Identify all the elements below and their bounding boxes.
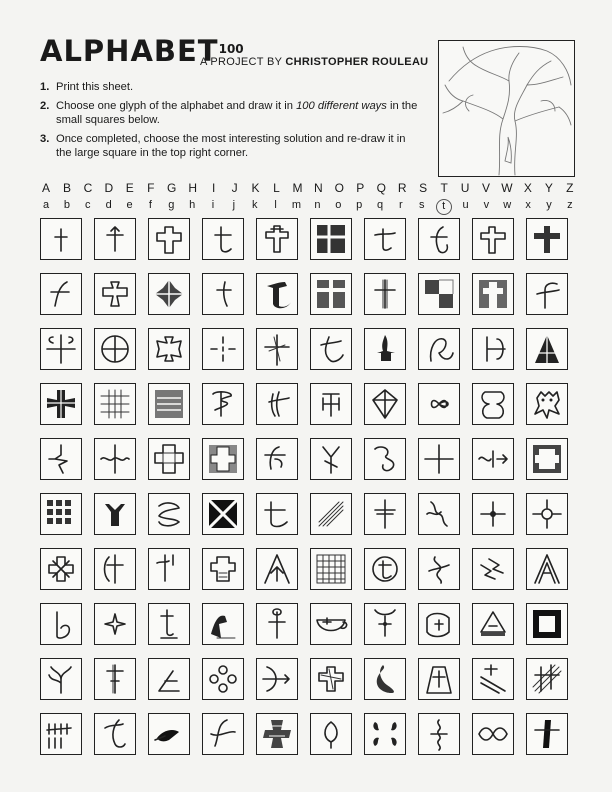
letter-upper: P (356, 181, 365, 195)
letter-t-sketch-icon (529, 386, 565, 422)
letter-t-sketch-icon (367, 496, 403, 532)
drawing-cell[interactable] (364, 383, 406, 425)
letter-t-sketch-icon (529, 606, 565, 642)
drawing-cell[interactable] (202, 713, 244, 755)
drawing-cell[interactable] (256, 438, 298, 480)
letter-t-sketch-icon (151, 551, 187, 587)
letter-t-sketch-icon (151, 496, 187, 532)
drawing-cell[interactable] (40, 438, 82, 480)
letter-t-sketch-icon (205, 606, 241, 642)
letter-t-sketch-icon (97, 496, 133, 532)
letter-t-sketch-icon (313, 441, 349, 477)
letter-upper: A (41, 181, 50, 195)
drawing-cell[interactable] (472, 218, 514, 260)
alphabet-uppercase-row (36, 181, 580, 195)
letter-t-sketch-icon (205, 661, 241, 697)
drawing-cell[interactable] (148, 548, 190, 590)
letter-t-sketch-icon (313, 551, 349, 587)
letter-lower: q (376, 199, 384, 211)
letter-upper: F (147, 181, 155, 195)
alphabet-lowercase-row (36, 199, 580, 215)
drawing-cell[interactable] (418, 218, 460, 260)
step-3 (40, 132, 420, 161)
letter-t-sketch-icon (367, 221, 403, 257)
letter-t-sketch-icon (367, 606, 403, 642)
letter-t-sketch-icon (529, 441, 565, 477)
drawing-cell[interactable] (94, 383, 136, 425)
drawing-cell[interactable] (310, 438, 352, 480)
letter-lower: h (189, 199, 196, 211)
drawing-cell[interactable] (418, 603, 460, 645)
drawing-cell[interactable] (310, 713, 352, 755)
letter-t-sketch-icon (97, 551, 133, 587)
letter-t-sketch-icon (151, 661, 187, 697)
letter-t-sketch-icon (529, 661, 565, 697)
letter-t-sketch-icon (259, 661, 295, 697)
final-drawing-square[interactable] (438, 40, 575, 177)
drawing-cell[interactable] (40, 548, 82, 590)
letter-t-sketch-icon (205, 221, 241, 257)
letter-t-sketch-icon (475, 661, 511, 697)
letter-t-sketch-icon (43, 716, 79, 752)
drawing-cell[interactable] (310, 493, 352, 535)
letter-t-sketch-icon (97, 276, 133, 312)
letter-lower: v (483, 199, 490, 211)
letter-lower: u (462, 199, 469, 211)
subtitle (200, 56, 428, 68)
letter-upper: N (314, 181, 323, 195)
letter-t-sketch-icon (529, 496, 565, 532)
letter-lower: o (335, 199, 342, 211)
drawing-cell[interactable] (472, 273, 514, 315)
drawing-cell[interactable] (40, 713, 82, 755)
letter-upper: C (83, 181, 93, 195)
letter-lower: l (274, 199, 277, 211)
drawing-cell[interactable] (40, 603, 82, 645)
drawing-cell[interactable] (364, 328, 406, 370)
drawing-cell[interactable] (256, 658, 298, 700)
letter-t-sketch-icon (259, 551, 295, 587)
drawing-cell[interactable] (94, 328, 136, 370)
drawing-cell[interactable] (364, 713, 406, 755)
drawing-cell[interactable] (94, 603, 136, 645)
letter-t-sketch-icon (313, 496, 349, 532)
letter-t-sketch-icon (97, 606, 133, 642)
drawing-cell[interactable] (526, 658, 568, 700)
letter-t-sketch-icon (421, 606, 457, 642)
drawing-cell[interactable] (40, 218, 82, 260)
letter-t-sketch-icon (367, 551, 403, 587)
drawing-cell[interactable] (256, 328, 298, 370)
letter-t-sketch-icon (151, 221, 187, 257)
step-1 (40, 80, 420, 95)
letter-t-sketch-icon (97, 716, 133, 752)
letter-upper: L (273, 181, 280, 195)
drawing-cell[interactable] (256, 218, 298, 260)
letter-upper: O (334, 181, 345, 195)
letter-t-sketch-icon (151, 276, 187, 312)
letter-upper: K (251, 181, 260, 195)
letter-t-sketch-icon (151, 716, 187, 752)
drawing-cell[interactable] (202, 218, 244, 260)
letter-t-sketch-icon (205, 716, 241, 752)
drawing-cell[interactable] (202, 603, 244, 645)
drawing-cell[interactable] (418, 493, 460, 535)
letter-upper: E (125, 181, 134, 195)
drawing-cell[interactable] (526, 603, 568, 645)
letter-t-sketch-icon (421, 221, 457, 257)
letter-upper: J (231, 181, 238, 195)
letter-t-sketch-icon (313, 276, 349, 312)
letter-t-sketch-icon (259, 221, 295, 257)
drawing-cell[interactable] (364, 548, 406, 590)
drawing-cell[interactable] (310, 218, 352, 260)
letter-t-sketch-icon (97, 221, 133, 257)
letter-t-sketch-icon (421, 386, 457, 422)
letter-t-sketch-icon (43, 331, 79, 367)
drawing-cell[interactable] (526, 383, 568, 425)
drawing-cell[interactable] (526, 328, 568, 370)
step-text-part: in the small squares below. (56, 99, 418, 126)
step-text (56, 132, 420, 161)
drawing-cell[interactable] (472, 713, 514, 755)
letter-lower: c (85, 199, 91, 211)
letter-upper: Y (544, 181, 553, 195)
drawing-cell[interactable] (364, 438, 406, 480)
letter-t-sketch-icon (367, 276, 403, 312)
drawing-cell[interactable] (418, 658, 460, 700)
step-number: 2. (40, 99, 50, 112)
letter-t-sketch-icon (475, 441, 511, 477)
letter-lower: s (419, 199, 425, 211)
drawing-cell[interactable] (202, 383, 244, 425)
letter-t-sketch-icon (313, 716, 349, 752)
letter-lower: j (232, 199, 236, 211)
letter-t-sketch-icon (475, 606, 511, 642)
step-text (56, 80, 133, 95)
drawing-cell[interactable] (364, 603, 406, 645)
drawing-cell[interactable] (418, 273, 460, 315)
drawing-cell[interactable] (256, 273, 298, 315)
letter-upper: S (419, 181, 428, 195)
drawing-cell[interactable] (94, 438, 136, 480)
letter-lower: t (436, 199, 452, 215)
letter-t-sketch-icon (43, 441, 79, 477)
letter-t-sketch-icon (475, 276, 511, 312)
step-text-part: Print this sheet. (56, 81, 134, 93)
drawing-cell[interactable] (310, 548, 352, 590)
letter-t-sketch-icon (529, 331, 565, 367)
drawing-cell[interactable] (310, 328, 352, 370)
drawing-cell[interactable] (202, 438, 244, 480)
drawing-cell[interactable] (472, 658, 514, 700)
drawing-cell[interactable] (418, 328, 460, 370)
letter-lower: d (105, 199, 112, 211)
drawing-cell[interactable] (94, 493, 136, 535)
tree-sketch-drawing (439, 41, 574, 176)
letter-t-sketch-icon (151, 386, 187, 422)
drawing-cell[interactable] (148, 328, 190, 370)
drawing-cell[interactable] (418, 438, 460, 480)
drawing-cell[interactable] (202, 273, 244, 315)
letter-t-sketch-icon (259, 331, 295, 367)
subtitle-author: CHRISTOPHER ROULEAU (285, 56, 429, 68)
letter-t-sketch-icon (97, 386, 133, 422)
drawing-cell[interactable] (526, 218, 568, 260)
letter-lower: f (148, 199, 152, 211)
letter-lower: m (291, 199, 302, 211)
letter-t-sketch-icon (313, 661, 349, 697)
drawing-cell[interactable] (148, 218, 190, 260)
letter-t-sketch-icon (421, 716, 457, 752)
drawing-cell[interactable] (202, 493, 244, 535)
letter-upper: Q (376, 181, 386, 195)
drawing-cell[interactable] (472, 383, 514, 425)
drawing-cell[interactable] (256, 383, 298, 425)
letter-t-sketch-icon (367, 661, 403, 697)
step-text-part: Once completed, choose the most interesting solution and re-draw it in the large square in the top right corner. (56, 132, 406, 159)
letter-t-sketch-icon (205, 386, 241, 422)
drawing-cell[interactable] (526, 713, 568, 755)
drawing-cell[interactable] (40, 493, 82, 535)
letter-lower: y (546, 199, 552, 211)
drawing-cell[interactable] (40, 658, 82, 700)
drawing-cell[interactable] (148, 493, 190, 535)
letter-t-sketch-icon (475, 551, 511, 587)
drawing-cell[interactable] (256, 603, 298, 645)
letter-lower: b (63, 199, 70, 211)
letter-t-sketch-icon (421, 661, 457, 697)
letter-t-sketch-icon (313, 331, 349, 367)
letter-t-sketch-icon (205, 551, 241, 587)
drawing-cell[interactable] (364, 273, 406, 315)
drawing-cell[interactable] (40, 383, 82, 425)
letter-t-sketch-icon (475, 386, 511, 422)
drawing-cell[interactable] (418, 548, 460, 590)
title-superscript: 100 (218, 42, 244, 56)
letter-t-sketch-icon (367, 331, 403, 367)
letter-t-sketch-icon (421, 441, 457, 477)
letter-t-sketch-icon (529, 276, 565, 312)
drawing-cell[interactable] (148, 603, 190, 645)
letter-t-sketch-icon (475, 331, 511, 367)
letter-lower: n (314, 199, 321, 211)
letter-lower: k (252, 199, 258, 211)
drawing-cell[interactable] (418, 713, 460, 755)
letter-t-sketch-icon (97, 331, 133, 367)
letter-t-sketch-icon (259, 386, 295, 422)
drawing-cell[interactable] (40, 328, 82, 370)
drawing-cell[interactable] (526, 438, 568, 480)
letter-t-sketch-icon (421, 276, 457, 312)
letter-t-sketch-icon (151, 331, 187, 367)
letter-t-sketch-icon (43, 661, 79, 697)
letter-t-sketch-icon (43, 496, 79, 532)
drawing-cell[interactable] (364, 658, 406, 700)
drawing-cell[interactable] (526, 493, 568, 535)
letter-t-sketch-icon (421, 551, 457, 587)
letter-t-sketch-icon (475, 716, 511, 752)
letter-lower: a (42, 199, 50, 211)
letter-t-sketch-icon (259, 606, 295, 642)
letter-lower: x (525, 199, 531, 211)
step-2 (40, 99, 420, 128)
letter-t-sketch-icon (43, 606, 79, 642)
letter-t-sketch-icon (367, 386, 403, 422)
drawing-cell[interactable] (364, 218, 406, 260)
letter-upper: X (523, 181, 532, 195)
letter-lower: r (399, 199, 403, 211)
step-number: 1. (40, 81, 50, 93)
step-number: 3. (40, 132, 50, 145)
letter-lower: w (503, 199, 512, 211)
step-text-emphasis: 100 different ways (296, 99, 387, 112)
letter-t-sketch-icon (259, 276, 295, 312)
drawing-cell[interactable] (202, 548, 244, 590)
letter-t-sketch-icon (205, 496, 241, 532)
drawing-cell[interactable] (472, 438, 514, 480)
letter-upper: I (211, 181, 216, 195)
letter-t-sketch-icon (367, 716, 403, 752)
title-text: ALPHABET (40, 34, 219, 68)
drawing-cell[interactable] (94, 273, 136, 315)
drawing-cell[interactable] (148, 273, 190, 315)
drawing-cell[interactable] (202, 658, 244, 700)
drawing-cell[interactable] (256, 548, 298, 590)
letter-upper: T (440, 181, 448, 195)
drawing-cell[interactable] (472, 493, 514, 535)
letter-t-sketch-icon (529, 716, 565, 752)
drawing-cell[interactable] (256, 493, 298, 535)
letter-lower: p (356, 199, 363, 211)
letter-t-sketch-icon (313, 606, 349, 642)
instructions (40, 80, 420, 165)
drawing-cell[interactable] (40, 273, 82, 315)
letter-t-sketch-icon (475, 221, 511, 257)
letter-lower: z (567, 199, 573, 211)
letter-t-sketch-icon (151, 606, 187, 642)
drawing-cell[interactable] (256, 713, 298, 755)
drawing-grid (40, 218, 574, 755)
letter-upper: M (292, 181, 303, 195)
letter-t-sketch-icon (43, 386, 79, 422)
drawing-cell[interactable] (472, 603, 514, 645)
drawing-cell[interactable] (94, 713, 136, 755)
letter-upper: D (104, 181, 114, 195)
drawing-cell[interactable] (472, 328, 514, 370)
letter-t-sketch-icon (43, 276, 79, 312)
drawing-cell[interactable] (310, 658, 352, 700)
letter-t-sketch-icon (43, 221, 79, 257)
letter-t-sketch-icon (97, 661, 133, 697)
letter-t-sketch-icon (205, 441, 241, 477)
subtitle-prefix: A PROJECT BY (200, 56, 283, 68)
letter-t-sketch-icon (313, 386, 349, 422)
step-text (56, 99, 420, 128)
drawing-cell[interactable] (364, 493, 406, 535)
letter-upper: V (482, 181, 491, 195)
letter-upper: W (501, 181, 513, 195)
drawing-cell[interactable] (148, 658, 190, 700)
drawing-cell[interactable] (94, 658, 136, 700)
drawing-cell[interactable] (310, 603, 352, 645)
step-text-part: Choose one glyph of the alphabet and draw it in (56, 99, 297, 112)
letter-lower: e (126, 199, 133, 211)
letter-upper: Z (566, 181, 574, 195)
letter-t-sketch-icon (151, 441, 187, 477)
drawing-cell[interactable] (310, 383, 352, 425)
letter-t-sketch-icon (475, 496, 511, 532)
letter-t-sketch-icon (367, 441, 403, 477)
letter-t-sketch-icon (259, 716, 295, 752)
letter-t-sketch-icon (421, 331, 457, 367)
letter-t-sketch-icon (259, 441, 295, 477)
letter-t-sketch-icon (259, 496, 295, 532)
letter-upper: G (167, 181, 177, 195)
letter-t-sketch-icon (529, 551, 565, 587)
letter-t-sketch-icon (205, 276, 241, 312)
letter-t-sketch-icon (313, 221, 349, 257)
letter-t-sketch-icon (529, 221, 565, 257)
letter-upper: R (397, 181, 407, 195)
letter-t-sketch-icon (97, 441, 133, 477)
letter-t-sketch-icon (205, 331, 241, 367)
letter-t-sketch-icon (421, 496, 457, 532)
letter-lower: g (168, 199, 175, 211)
drawing-cell[interactable] (418, 383, 460, 425)
letter-lower: i (211, 199, 215, 211)
drawing-cell[interactable] (148, 438, 190, 480)
drawing-cell[interactable] (310, 273, 352, 315)
letter-t-sketch-icon (43, 551, 79, 587)
drawing-cell[interactable] (526, 548, 568, 590)
letter-upper: U (460, 181, 470, 195)
drawing-cell[interactable] (472, 548, 514, 590)
letter-upper: B (62, 181, 71, 195)
drawing-cell[interactable] (94, 218, 136, 260)
letter-upper: H (188, 181, 197, 195)
drawing-cell[interactable] (202, 328, 244, 370)
drawing-cell[interactable] (526, 273, 568, 315)
drawing-cell[interactable] (148, 713, 190, 755)
drawing-cell[interactable] (148, 383, 190, 425)
drawing-cell[interactable] (94, 548, 136, 590)
